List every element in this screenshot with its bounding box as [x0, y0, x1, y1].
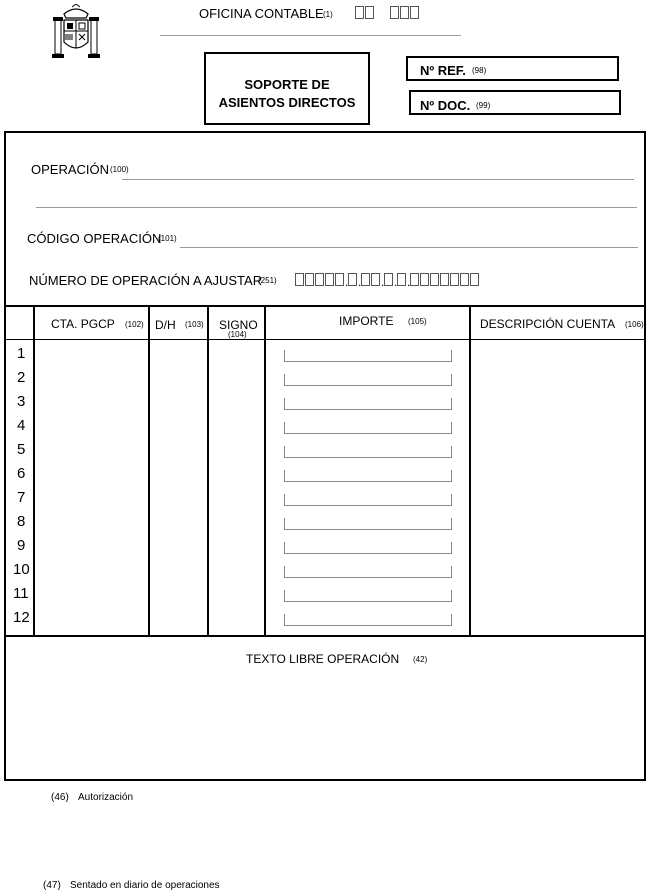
codigo-label: CÓDIGO OPERACIÓN: [27, 231, 162, 246]
importe-field[interactable]: [284, 470, 452, 482]
row-number: 7: [17, 489, 26, 506]
ref-label: Nº REF.: [420, 63, 466, 78]
col-desc-header: DESCRIPCIÓN CUENTA: [480, 317, 616, 331]
numero-label: NÚMERO DE OPERACIÓN A AJUSTAR: [29, 273, 263, 288]
table-header-border: [4, 339, 646, 340]
table-bottom-border: [4, 635, 646, 637]
row-number: 10: [13, 561, 30, 578]
importe-field[interactable]: [284, 350, 452, 362]
operacion-label: OPERACIÓN: [31, 162, 110, 177]
importe-field[interactable]: [284, 494, 452, 506]
col-divider-1: [33, 306, 35, 636]
importe-field[interactable]: [284, 374, 452, 386]
col-signo-code: (104): [228, 330, 247, 339]
importe-field[interactable]: [284, 398, 452, 410]
col-divider-5: [469, 306, 471, 636]
title-box: [204, 52, 370, 125]
office-code: (1): [323, 10, 333, 19]
coat-of-arms-logo: [50, 4, 102, 60]
doc-box[interactable]: [409, 90, 621, 115]
col-importe-code: (105): [408, 317, 427, 326]
importe-field[interactable]: [284, 590, 452, 602]
row-number: 5: [17, 441, 26, 458]
row-number: 1: [17, 345, 26, 362]
diary-code: (47): [43, 880, 61, 891]
ref-box[interactable]: [406, 56, 619, 81]
diary-label: Sentado en diario de operaciones: [70, 880, 220, 891]
auth-label: Autorización: [78, 792, 134, 803]
col-cta-header: CTA. PGCP: [51, 317, 115, 331]
free-text-code: (42): [413, 655, 428, 664]
col-dh-code: (103): [185, 320, 204, 329]
row-number: 3: [17, 393, 26, 410]
office-line: [160, 35, 461, 36]
operacion-line-1[interactable]: [122, 179, 634, 180]
col-desc-code: (106): [625, 320, 644, 329]
free-text-area[interactable]: [12, 672, 638, 772]
free-text-label: TEXTO LIBRE OPERACIÓN: [246, 652, 400, 666]
auth-code: (46): [51, 792, 69, 803]
row-number: 12: [13, 609, 30, 626]
numero-boxes[interactable]: . . . . .: [295, 271, 480, 289]
row-number: 6: [17, 465, 26, 482]
office-code-boxes[interactable]: [355, 4, 420, 22]
doc-code: (99): [476, 101, 491, 110]
title-line-1: SOPORTE DE: [244, 77, 330, 92]
row-number: 11: [13, 585, 29, 602]
title-line-2: ASIENTOS DIRECTOS: [218, 95, 356, 110]
importe-field[interactable]: [284, 422, 452, 434]
col-divider-4: [264, 306, 266, 636]
office-label: OFICINA CONTABLE: [199, 6, 324, 21]
operacion-code: (100): [110, 165, 129, 174]
numero-code: (251): [258, 276, 277, 285]
col-divider-2: [148, 306, 150, 636]
operacion-line-2[interactable]: [36, 207, 637, 208]
col-signo-header: SIGNO: [219, 318, 258, 332]
row-number: 2: [17, 369, 26, 386]
col-importe-header: IMPORTE: [339, 314, 394, 328]
row-number: 8: [17, 513, 26, 530]
col-divider-3: [207, 306, 209, 636]
importe-field[interactable]: [284, 518, 452, 530]
ref-code: (98): [472, 66, 487, 75]
importe-field[interactable]: [284, 566, 452, 578]
importe-field[interactable]: [284, 542, 452, 554]
table-top-border: [4, 305, 646, 307]
col-cta-code: (102): [125, 320, 144, 329]
codigo-line[interactable]: [180, 247, 638, 248]
row-number: 4: [17, 417, 26, 434]
row-number: 9: [17, 537, 26, 554]
codigo-code: (101): [158, 234, 177, 243]
doc-label: Nº DOC.: [420, 98, 471, 113]
col-dh-header: D/H: [155, 318, 176, 332]
importe-field[interactable]: [284, 446, 452, 458]
importe-field[interactable]: [284, 614, 452, 626]
